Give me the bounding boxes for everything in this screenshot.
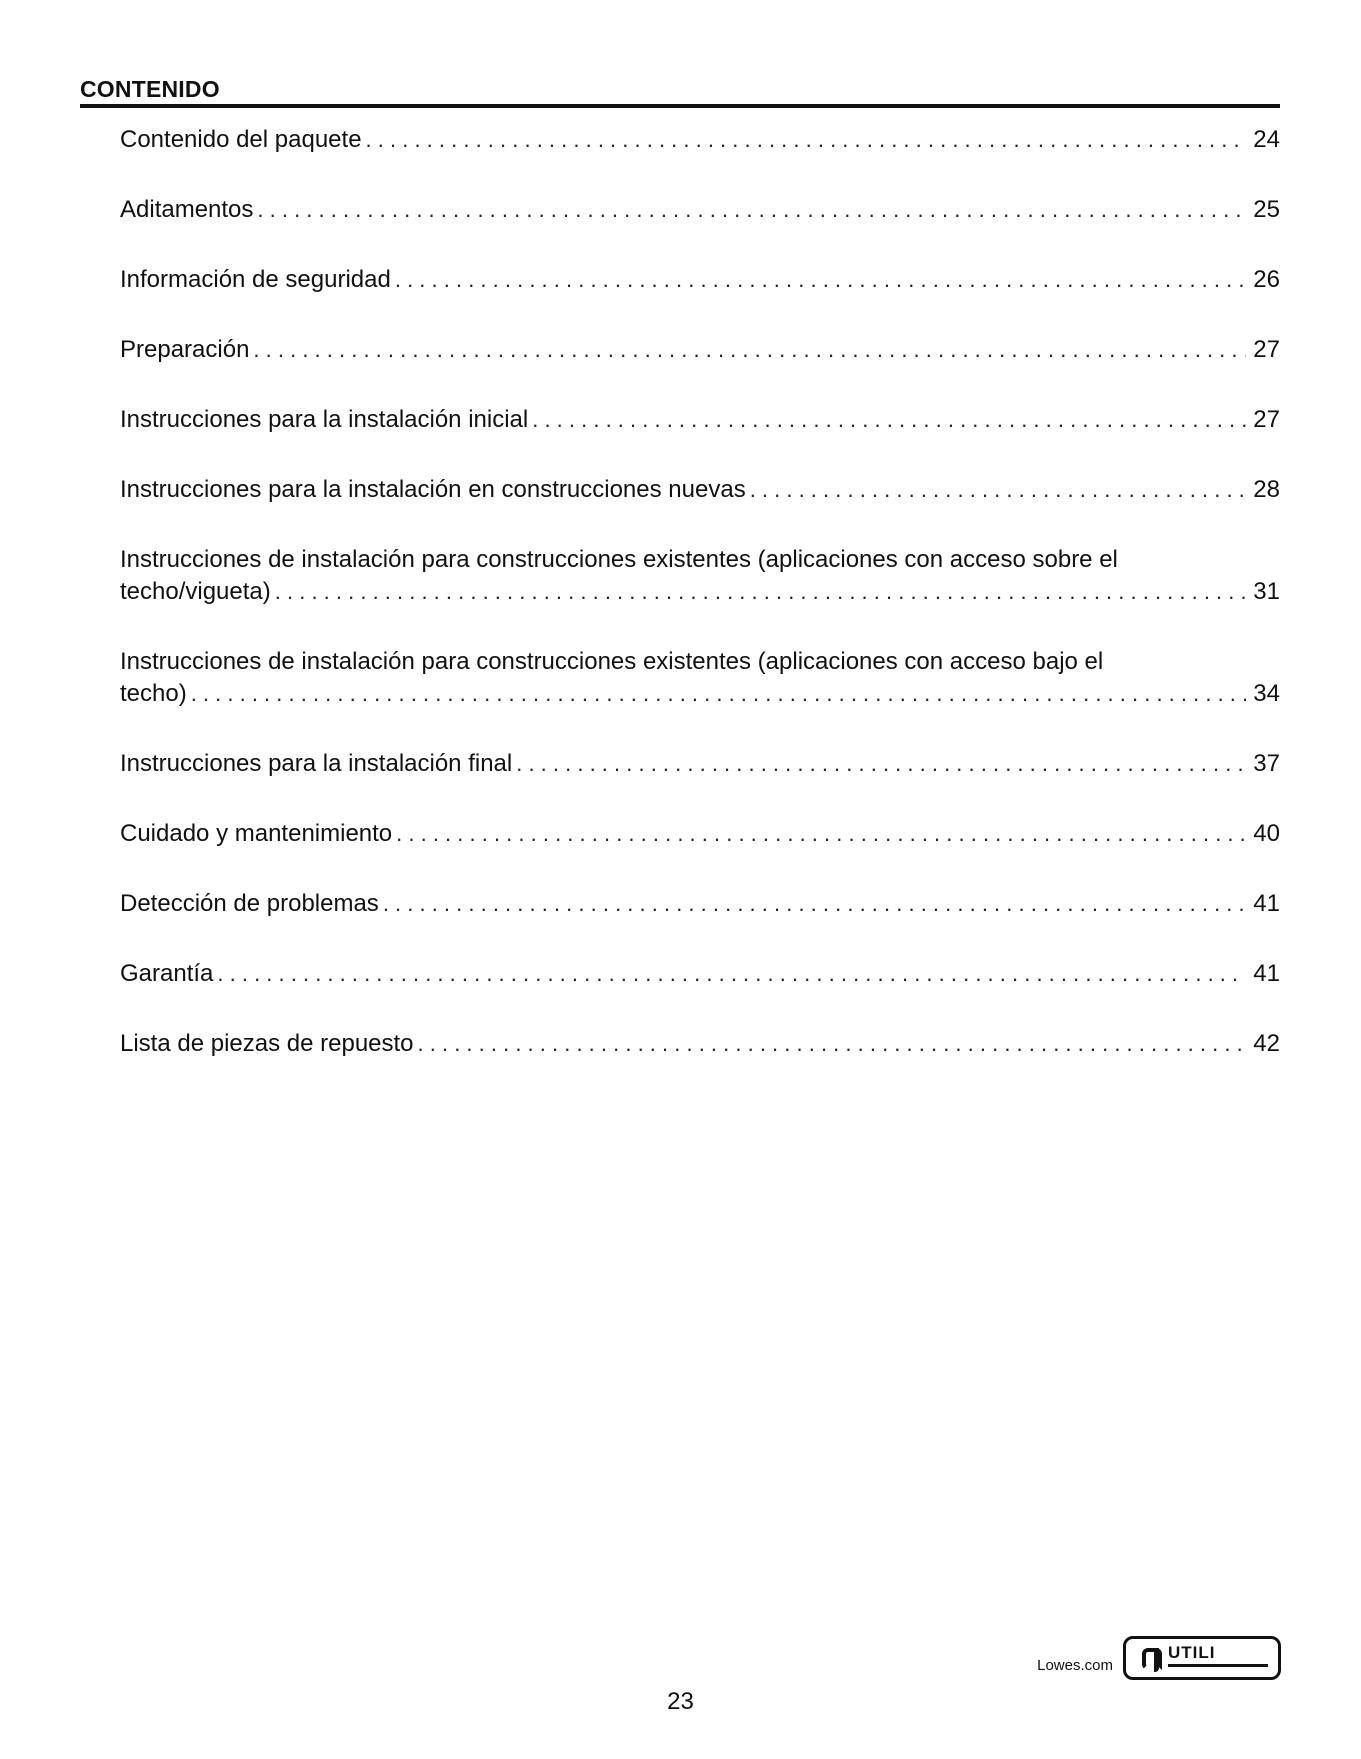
toc-entry-3[interactable] (120, 334, 1280, 366)
toc-page-number: 37 (1253, 750, 1280, 777)
toc-page-number: 40 (1253, 820, 1280, 847)
toc-page-number: 27 (1253, 336, 1280, 363)
toc-title-line1: Instrucciones de instalación para construcciones existentes (aplicaciones con acceso sobre el (120, 546, 1118, 573)
toc-title: Lista de piezas de repuesto (120, 1030, 414, 1057)
toc-entry-8[interactable] (120, 748, 1280, 780)
dot-leader (366, 124, 1246, 156)
dot-leader (257, 194, 1246, 226)
toc-title: Cuidado y mantenimiento (120, 820, 393, 847)
table-of-contents (120, 124, 1280, 1098)
toc-page-number: 26 (1253, 266, 1280, 293)
toc-page-number: 25 (1253, 196, 1280, 223)
toc-page-number: 31 (1253, 578, 1280, 605)
dot-leader (191, 678, 1246, 710)
utilitech-logo-icon (1123, 1636, 1281, 1680)
toc-title: Información de seguridad (120, 266, 391, 293)
toc-title-line1: Instrucciones de instalación para construcciones existentes (aplicaciones con acceso bajo el (120, 648, 1104, 675)
dot-leader (750, 474, 1246, 506)
toc-title: Detección de problemas (120, 890, 379, 917)
toc-entry-11[interactable] (120, 958, 1280, 990)
toc-page-number: 27 (1253, 406, 1280, 433)
toc-page-number: 41 (1253, 960, 1280, 987)
toc-entry-10[interactable] (120, 888, 1280, 920)
logo-mark-icon (1136, 1644, 1166, 1672)
toc-page-number: 34 (1253, 680, 1280, 707)
logo-text: UTILI (1168, 1643, 1216, 1662)
dot-leader (383, 888, 1246, 920)
dot-leader (253, 334, 1246, 366)
dot-leader (532, 404, 1246, 436)
toc-entry-7[interactable] (120, 646, 1280, 710)
dot-leader (418, 1028, 1246, 1060)
toc-entry-9[interactable] (120, 818, 1280, 850)
toc-title: techo) (120, 680, 187, 707)
toc-entry-2[interactable] (120, 264, 1280, 296)
page-number: 23 (667, 1688, 694, 1715)
toc-title: Garantía (120, 960, 214, 987)
toc-entry-6[interactable] (120, 544, 1280, 608)
section-heading: CONTENIDO (80, 76, 220, 102)
toc-entry-5[interactable] (120, 474, 1280, 506)
logo-underline (1168, 1664, 1268, 1667)
heading-rule (80, 104, 1280, 108)
footer-site-url[interactable]: Lowes.com (1037, 1657, 1113, 1674)
toc-entry-0[interactable] (120, 124, 1280, 156)
dot-leader (516, 748, 1246, 780)
dot-leader (395, 264, 1246, 296)
toc-page-number: 28 (1253, 476, 1280, 503)
toc-title: techo/vigueta) (120, 578, 271, 605)
toc-title: Instrucciones para la instalación inicial (120, 406, 529, 433)
toc-title: Preparación (120, 336, 250, 363)
toc-title: Instrucciones para la instalación en construcciones nuevas (120, 476, 746, 503)
toc-entry-12[interactable] (120, 1028, 1280, 1060)
toc-title: Aditamentos (120, 196, 254, 223)
toc-entry-4[interactable] (120, 404, 1280, 436)
toc-title: Contenido del paquete (120, 126, 362, 153)
dot-leader (217, 958, 1246, 990)
footer-brand (1037, 1636, 1281, 1680)
toc-title: Instrucciones para la instalación final (120, 750, 513, 777)
toc-page-number: 24 (1253, 126, 1280, 153)
toc-page-number: 41 (1253, 890, 1280, 917)
toc-entry-1[interactable] (120, 194, 1280, 226)
toc-page-number: 42 (1253, 1030, 1280, 1057)
dot-leader (396, 818, 1246, 850)
dot-leader (275, 576, 1246, 608)
